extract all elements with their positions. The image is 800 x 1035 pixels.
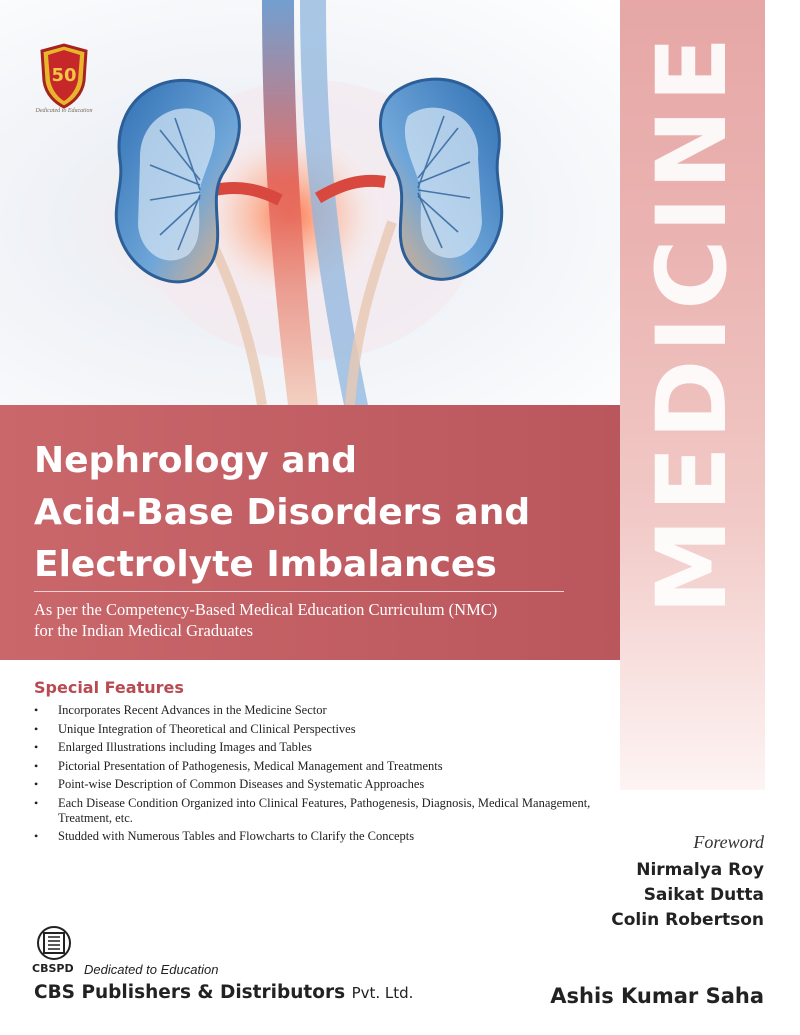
feature-item: • Unique Integration of Theoretical and Clinical Perspectives (34, 722, 594, 737)
feature-item: • Point-wise Description of Common Diseases and Systematic Approaches (34, 777, 594, 792)
subtitle-line: As per the Competency-Based Medical Education Curriculum (NMC) (34, 600, 498, 619)
publisher-tagline: Dedicated to Education (84, 962, 219, 977)
book-title (34, 435, 594, 591)
book-author: Ashis Kumar Saha (550, 984, 764, 1008)
subtitle-line: for the Indian Medical Graduates (34, 621, 253, 640)
title-block (0, 405, 620, 660)
logo-number: 50 (51, 65, 77, 86)
title-line: Nephrology and (34, 440, 357, 481)
foreword-name: Colin Robertson (611, 910, 764, 930)
feature-item: • Enlarged Illustrations including Images and Tables (34, 740, 594, 755)
features-heading: Special Features (34, 678, 184, 697)
features-list (34, 703, 594, 844)
feature-item: • Pictorial Presentation of Pathogenesis, Medical Management and Treatments (34, 759, 594, 774)
publisher-logo (33, 925, 75, 961)
publisher-name-suffix: Pvt. Ltd. (351, 984, 414, 1002)
feature-item: • Studded with Numerous Tables and Flowcharts to Clarify the Concepts (34, 829, 594, 844)
anniversary-shield-logo (36, 43, 92, 109)
feature-item: • Each Disease Condition Organized into Clinical Features, Pathogenesis, Diagnosis, Medical Management, Treatment, etc. (34, 796, 594, 826)
foreword-label: Foreword (693, 832, 764, 852)
logo-tagline: Dedicated to Education (35, 108, 93, 114)
kidney-illustration (0, 0, 620, 405)
publisher-name-main: CBS Publishers & Distributors (34, 982, 346, 1003)
title-line: Acid-Base Disorders and (34, 492, 531, 533)
foreword-names (611, 858, 764, 933)
feature-item: • Incorporates Recent Advances in the Medicine Sector (34, 703, 594, 718)
title-divider (34, 591, 564, 592)
book-subtitle (34, 599, 594, 641)
special-features (34, 678, 594, 848)
foreword-name: Saikat Dutta (643, 885, 764, 905)
subject-word: MEDICINE (636, 29, 748, 615)
foreword-name: Nirmalya Roy (636, 860, 764, 880)
title-line: Electrolyte Imbalances (34, 544, 497, 585)
publisher-name (34, 982, 413, 1003)
publisher-abbr: CBSPD (32, 962, 74, 975)
